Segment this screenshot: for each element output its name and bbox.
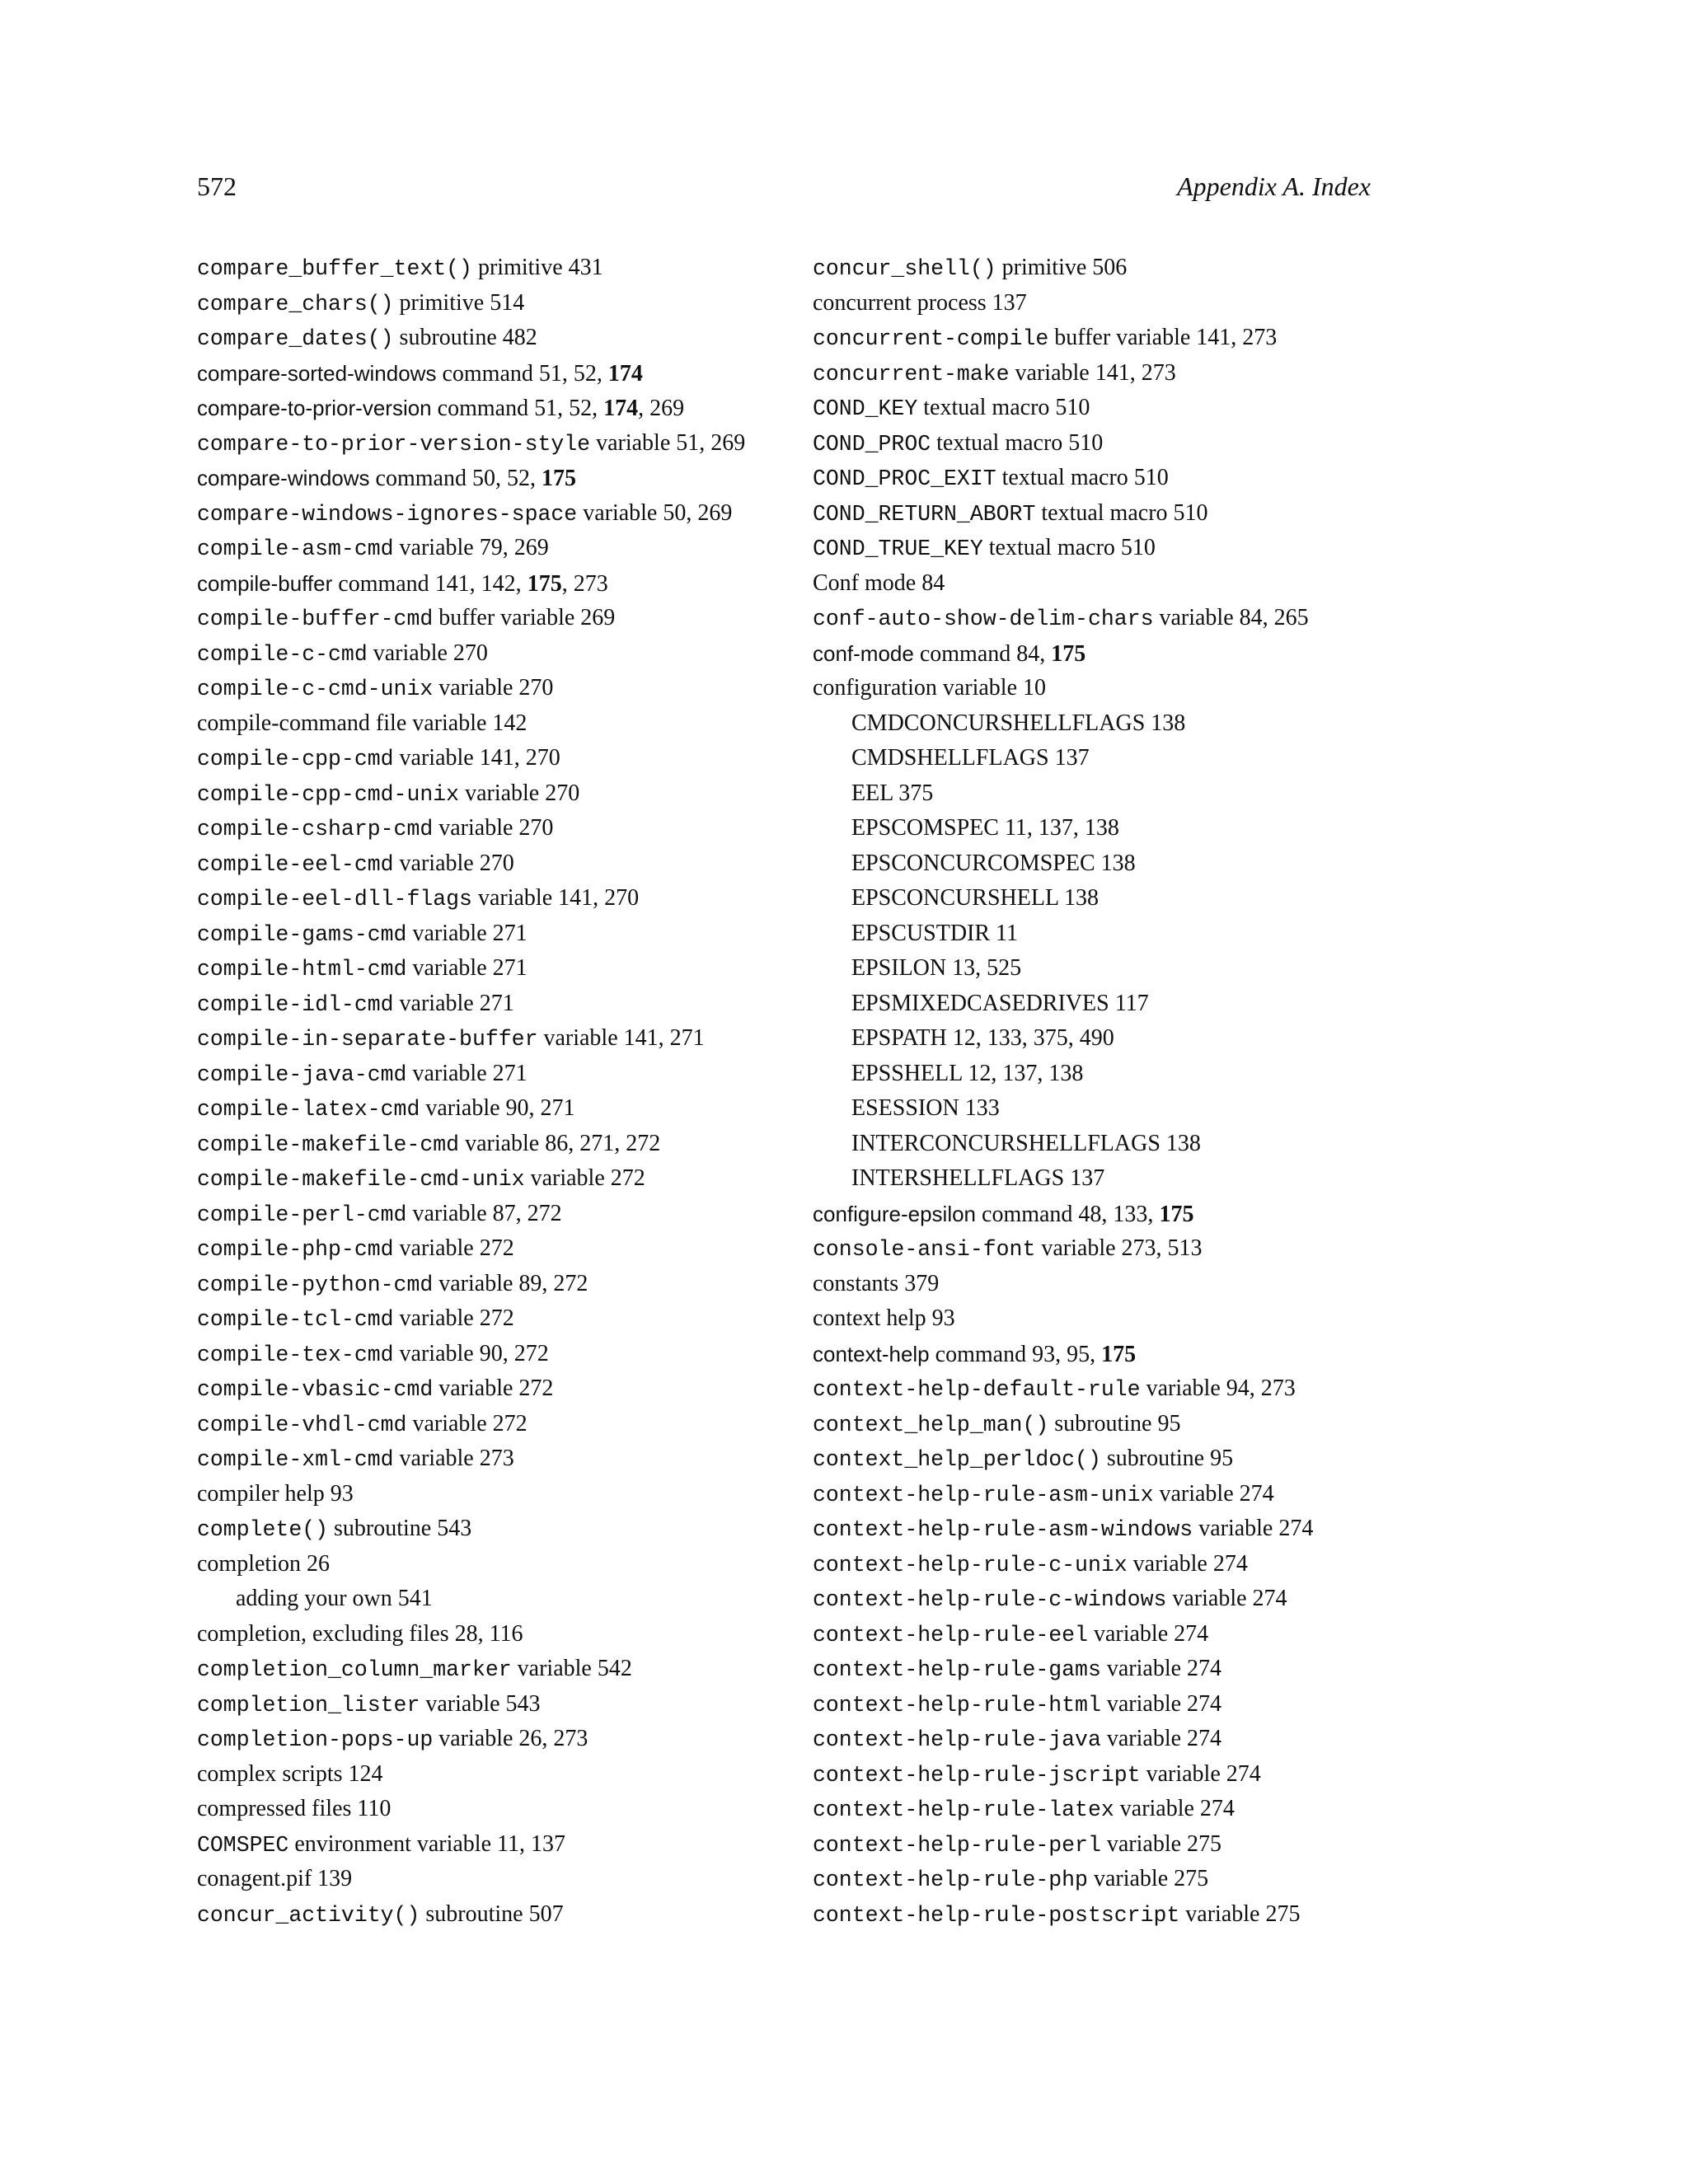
index-text: variable 542 — [511, 1656, 632, 1681]
index-term-code: context-help-rule-asm-windows — [813, 1517, 1193, 1542]
index-entry — [813, 671, 1489, 706]
index-entry — [813, 601, 1489, 636]
index-text: ESESSION 133 — [851, 1095, 1000, 1121]
index-term-code: context_help_perldoc() — [813, 1447, 1101, 1472]
index-entry — [197, 1827, 823, 1863]
index-entry — [197, 1722, 823, 1757]
index-entry — [197, 1231, 823, 1267]
index-term-code: compile-python-cmd — [197, 1272, 434, 1297]
index-term-code: compare_dates() — [197, 326, 394, 351]
index-term-code: conf-auto-show-delim-chars — [813, 607, 1154, 631]
index-text: variable 274 — [1166, 1586, 1287, 1611]
index-entry — [813, 566, 1489, 602]
index-page-ref-primary: 174 — [607, 360, 643, 387]
index-text: variable 271 — [406, 955, 528, 981]
index-term-code: context-help-rule-php — [813, 1868, 1088, 1892]
index-column-left — [197, 251, 823, 1932]
index-entry — [813, 1862, 1489, 1897]
index-term-code: compare_buffer_text() — [197, 256, 472, 281]
index-text: variable 272 — [393, 1235, 514, 1261]
index-page-ref-primary: 174 — [603, 396, 639, 421]
index-term-code: compile-xml-cmd — [197, 1447, 394, 1472]
index-subentry — [813, 846, 1489, 882]
index-term-code: compile-eel-dll-flags — [197, 887, 472, 912]
index-term-code: COND_PROC — [813, 431, 931, 457]
index-entry — [197, 356, 823, 391]
index-term-command: compare-sorted-windows — [197, 360, 437, 386]
index-text: variable 141, 270 — [471, 885, 640, 911]
index-text: variable 270 — [367, 640, 488, 666]
index-page-ref-primary: 175 — [1159, 1201, 1194, 1227]
index-entry — [813, 1407, 1489, 1442]
index-term-code: compile-latex-cmd — [197, 1097, 420, 1122]
index-text: primitive 514 — [393, 289, 525, 316]
index-term-code: concur_shell() — [813, 256, 996, 281]
index-entry — [813, 391, 1489, 426]
index-term-code: compile-vhdl-cmd — [197, 1412, 407, 1437]
index-entry — [813, 1301, 1489, 1337]
index-entry — [813, 636, 1489, 672]
index-text: textual macro 510 — [917, 395, 1090, 420]
index-entry — [197, 1337, 823, 1372]
index-text: primitive 431 — [471, 255, 603, 280]
index-text: CMDCONCURSHELLFLAGS 138 — [851, 710, 1186, 736]
index-page-ref-primary: 175 — [541, 466, 576, 491]
index-text: variable 271 — [406, 1060, 528, 1086]
index-term-code: compile-java-cmd — [197, 1062, 407, 1087]
index-entry — [197, 1757, 823, 1793]
index-text: variable 50, 269 — [577, 499, 733, 526]
index-entry — [813, 1757, 1489, 1793]
index-term-command: compare-windows — [197, 466, 370, 490]
index-text: Conf mode 84 — [813, 569, 945, 596]
index-text: variable 86, 271, 272 — [459, 1130, 661, 1156]
index-text: variable 274 — [1114, 1796, 1235, 1821]
index-term-code: context-help-rule-latex — [813, 1797, 1114, 1822]
index-term-code: context-help-rule-c-windows — [813, 1587, 1167, 1612]
index-text: concurrent process 137 — [813, 289, 1027, 316]
index-text: command 50, 52, — [369, 466, 542, 491]
index-text: variable 275 — [1100, 1830, 1222, 1857]
index-term-code: context-help-rule-jscript — [813, 1762, 1141, 1788]
index-subentry — [813, 881, 1489, 916]
index-text: CMDSHELLFLAGS 137 — [851, 745, 1090, 771]
index-text: subroutine 543 — [328, 1516, 472, 1541]
index-text: variable 274 — [1193, 1516, 1314, 1541]
index-entry — [197, 706, 823, 742]
index-entry — [197, 951, 823, 987]
index-subentry — [813, 951, 1489, 987]
index-entry — [197, 1897, 823, 1933]
index-subentry — [813, 741, 1489, 776]
index-entry — [197, 1057, 823, 1092]
index-text: EPSSHELL 12, 137, 138 — [851, 1060, 1084, 1086]
index-entry — [813, 356, 1489, 391]
index-text: variable 26, 273 — [433, 1726, 588, 1751]
index-term-code: compile-buffer-cmd — [197, 607, 434, 631]
index-text: variable 51, 269 — [590, 429, 746, 456]
index-text: completion, excluding files 28, 116 — [197, 1620, 523, 1647]
index-text: EPSCOMSPEC 11, 137, 138 — [851, 815, 1119, 841]
index-text: textual macro 510 — [931, 429, 1104, 456]
index-term-code: context-help-rule-c-unix — [813, 1552, 1128, 1577]
index-text: variable 271 — [406, 920, 528, 946]
index-text: variable 90, 271 — [420, 1095, 575, 1121]
index-entry — [813, 1197, 1489, 1232]
index-text: EPSCUSTDIR 11 — [851, 920, 1019, 946]
index-term-code: compile-vbasic-cmd — [197, 1377, 434, 1402]
index-entry — [197, 1197, 823, 1232]
index-text: command 93, 95, — [929, 1341, 1102, 1367]
index-term-code: context-help-rule-java — [813, 1727, 1101, 1752]
index-entry — [197, 1547, 823, 1582]
index-entry — [197, 916, 823, 952]
index-term-code: compare-to-prior-version-style — [197, 431, 591, 457]
index-text: variable 274 — [1140, 1760, 1261, 1787]
index-entry — [813, 1617, 1489, 1652]
index-entry — [813, 531, 1489, 566]
index-term-code: COND_TRUE_KEY — [813, 537, 983, 561]
index-entry — [197, 1652, 823, 1687]
index-entry — [197, 1127, 823, 1162]
index-text: textual macro 510 — [982, 535, 1156, 560]
index-term-code: context-help-rule-html — [813, 1692, 1101, 1718]
index-entry — [197, 1862, 823, 1897]
index-text: , 273 — [561, 570, 608, 597]
index-entry — [197, 531, 823, 566]
index-text: EPSPATH 12, 133, 375, 490 — [851, 1025, 1114, 1051]
index-entry — [197, 461, 823, 496]
index-text: EPSCONCURCOMSPEC 138 — [851, 850, 1136, 876]
index-text: variable 274 — [1100, 1690, 1222, 1717]
index-entry — [813, 496, 1489, 532]
index-text: variable 273 — [393, 1446, 514, 1471]
index-text: subroutine 95 — [1100, 1446, 1234, 1471]
index-term-command: context-help — [813, 1341, 930, 1366]
index-column-right — [813, 251, 1489, 1932]
index-text: variable 543 — [420, 1690, 541, 1717]
index-entry — [197, 1511, 823, 1547]
index-term-code: compile-php-cmd — [197, 1237, 394, 1262]
index-term-code: compile-c-cmd-unix — [197, 677, 434, 701]
index-text: command 48, 133, — [976, 1201, 1160, 1227]
index-subentry — [197, 1582, 823, 1617]
index-text: EEL 375 — [851, 780, 934, 806]
index-term-code: compile-c-cmd — [197, 641, 368, 667]
index-text: constants 379 — [813, 1270, 940, 1296]
index-text: variable 271 — [393, 990, 514, 1016]
index-entry — [813, 1687, 1489, 1722]
index-subentry — [813, 916, 1489, 952]
index-term-code: context-help-rule-eel — [813, 1622, 1088, 1647]
index-term-code: compare-windows-ignores-space — [197, 501, 578, 527]
index-text: variable 141, 273 — [1009, 359, 1176, 386]
index-text: completion 26 — [197, 1550, 330, 1577]
index-term-code: COND_RETURN_ABORT — [813, 501, 1036, 527]
index-term-code: compile-tcl-cmd — [197, 1307, 394, 1332]
index-entry — [197, 846, 823, 882]
index-term-command: compare-to-prior-version — [197, 396, 432, 420]
index-term-code: compile-html-cmd — [197, 957, 407, 982]
index-entry — [197, 566, 823, 602]
index-text: EPSCONCURSHELL 138 — [851, 885, 1100, 911]
index-term-code: context-help-rule-perl — [813, 1832, 1101, 1858]
index-text: EPSMIXEDCASEDRIVES 117 — [851, 990, 1149, 1016]
index-term-code: compare_chars() — [197, 291, 394, 316]
index-entry — [197, 321, 823, 356]
index-page-ref-primary: 175 — [527, 570, 562, 597]
index-text: , 269 — [638, 396, 685, 421]
index-text: variable 89, 272 — [433, 1270, 588, 1296]
index-text: context help 93 — [813, 1305, 955, 1331]
index-subentry — [813, 706, 1489, 742]
index-subentry — [813, 811, 1489, 846]
index-term-code: compile-perl-cmd — [197, 1202, 407, 1227]
index-entry — [813, 1827, 1489, 1863]
index-text: variable 274 — [1100, 1726, 1222, 1751]
index-text: variable 272 — [433, 1376, 554, 1401]
index-term-code: compile-cpp-cmd — [197, 747, 394, 771]
index-term-command: conf-mode — [813, 640, 914, 666]
index-entry — [813, 286, 1489, 321]
index-text: variable 274 — [1127, 1550, 1248, 1577]
index-term-command: configure-epsilon — [813, 1201, 977, 1226]
index-entry — [813, 1511, 1489, 1547]
index-text: variable 272 — [393, 1305, 514, 1331]
index-entry — [813, 1337, 1489, 1372]
index-entry — [813, 1652, 1489, 1687]
index-text: subroutine 95 — [1048, 1410, 1181, 1436]
index-text: EPSILON 13, 525 — [851, 955, 1022, 981]
index-text: variable 141, 271 — [537, 1025, 705, 1051]
index-text: variable 90, 272 — [393, 1340, 549, 1366]
index-entry — [813, 321, 1489, 356]
index-text: variable 275 — [1087, 1866, 1209, 1891]
index-text: command 51, 52, — [436, 360, 608, 387]
index-term-code: COMSPEC — [197, 1832, 289, 1858]
index-term-code: completion_column_marker — [197, 1657, 512, 1682]
index-text: primitive 506 — [996, 255, 1128, 280]
index-entry — [197, 636, 823, 672]
index-entry — [197, 286, 823, 321]
index-term-code: concurrent-make — [813, 361, 1010, 387]
index-term-code: context-help-default-rule — [813, 1377, 1141, 1402]
index-entry — [197, 391, 823, 426]
index-entry — [197, 881, 823, 916]
index-term-code: concur_activity() — [197, 1902, 420, 1928]
index-term-code: compile-makefile-cmd-unix — [197, 1167, 525, 1192]
index-text: variable 272 — [524, 1165, 645, 1191]
index-text: buffer variable 141, 273 — [1048, 325, 1278, 350]
index-entry — [197, 776, 823, 812]
index-term-command: compile-buffer — [197, 570, 333, 596]
index-entry — [197, 1407, 823, 1442]
index-term-code: concurrent-compile — [813, 326, 1049, 351]
index-term-code: completion_lister — [197, 1692, 420, 1718]
index-text: environment variable 11, 137 — [288, 1830, 565, 1857]
index-term-code: compile-tex-cmd — [197, 1342, 394, 1367]
index-entry — [197, 496, 823, 532]
index-term-code: compile-csharp-cmd — [197, 817, 434, 841]
index-entry — [813, 1547, 1489, 1582]
index-subentry — [813, 1091, 1489, 1127]
index-entry — [197, 1687, 823, 1722]
index-term-code: compile-eel-cmd — [197, 851, 394, 877]
index-text: variable 84, 265 — [1153, 605, 1309, 630]
index-entry — [197, 1161, 823, 1197]
index-entry — [197, 811, 823, 846]
index-page-ref-primary: 175 — [1051, 640, 1086, 667]
index-text: variable 270 — [459, 780, 580, 806]
index-text: variable 274 — [1087, 1620, 1209, 1647]
index-entry — [813, 1441, 1489, 1477]
index-entry — [197, 601, 823, 636]
index-entry — [197, 1477, 823, 1512]
index-entry — [197, 1617, 823, 1652]
index-text: variable 272 — [406, 1410, 528, 1436]
index-entry — [197, 1301, 823, 1337]
index-text: variable 270 — [433, 675, 554, 701]
index-subentry — [813, 1161, 1489, 1197]
index-term-code: context-help-rule-asm-unix — [813, 1482, 1154, 1507]
index-entry — [813, 1897, 1489, 1933]
index-text: textual macro 510 — [1035, 499, 1208, 526]
index-text: compile-command file variable 142 — [197, 710, 528, 736]
index-entry — [197, 1091, 823, 1127]
index-text: buffer variable 269 — [433, 605, 616, 630]
index-entry — [197, 1792, 823, 1827]
index-text: INTERSHELLFLAGS 137 — [851, 1165, 1105, 1191]
index-term-code: complete() — [197, 1517, 329, 1542]
index-entry — [813, 1722, 1489, 1757]
index-term-code: compile-makefile-cmd — [197, 1132, 460, 1157]
page-number: 572 — [197, 171, 237, 201]
index-text: variable 270 — [433, 815, 554, 841]
index-entry — [197, 671, 823, 706]
index-text: command 51, 52, — [431, 396, 604, 421]
index-text: variable 274 — [1100, 1656, 1222, 1681]
index-entry — [197, 426, 823, 462]
index-subentry — [813, 1057, 1489, 1092]
index-text: variable 141, 270 — [393, 745, 560, 771]
index-page-ref-primary: 175 — [1101, 1341, 1137, 1367]
index-text: command 84, — [913, 640, 1052, 667]
index-text: subroutine 507 — [420, 1900, 564, 1927]
index-entry — [197, 251, 823, 286]
index-entry — [197, 741, 823, 776]
index-text: conagent.pif 139 — [197, 1866, 353, 1891]
index-subentry — [813, 776, 1489, 812]
index-text: variable 275 — [1179, 1900, 1301, 1927]
index-subentry — [813, 1021, 1489, 1057]
index-term-code: COND_PROC_EXIT — [813, 466, 996, 491]
index-entry — [197, 1021, 823, 1057]
index-text: variable 274 — [1153, 1480, 1274, 1507]
index-text: adding your own 541 — [236, 1586, 433, 1611]
index-entry — [197, 987, 823, 1022]
index-term-code: compile-idl-cmd — [197, 991, 394, 1017]
index-text: variable 79, 269 — [393, 535, 549, 560]
index-text: variable 273, 513 — [1035, 1235, 1203, 1261]
index-text: variable 270 — [393, 850, 514, 876]
index-text: INTERCONCURSHELLFLAGS 138 — [851, 1130, 1201, 1156]
index-term-code: compile-asm-cmd — [197, 537, 394, 561]
index-text: variable 94, 273 — [1140, 1376, 1296, 1401]
index-text: compressed files 110 — [197, 1796, 392, 1821]
index-entry — [813, 1267, 1489, 1302]
index-text: subroutine 482 — [393, 325, 537, 350]
index-text: compiler help 93 — [197, 1480, 354, 1507]
index-entry — [813, 1792, 1489, 1827]
index-term-code: context-help-rule-gams — [813, 1657, 1101, 1682]
index-entry — [813, 426, 1489, 462]
index-entry — [197, 1371, 823, 1407]
index-entry — [813, 1231, 1489, 1267]
index-text: configuration variable 10 — [813, 675, 1047, 701]
index-term-code: console-ansi-font — [813, 1237, 1036, 1262]
index-term-code: context-help-rule-postscript — [813, 1902, 1180, 1928]
index-entry — [813, 1477, 1489, 1512]
index-term-code: compile-in-separate-buffer — [197, 1027, 538, 1052]
index-term-code: context_help_man() — [813, 1412, 1049, 1437]
index-entry — [813, 1371, 1489, 1407]
index-subentry — [813, 987, 1489, 1022]
index-entry — [813, 1582, 1489, 1617]
index-text: complex scripts 124 — [197, 1760, 383, 1787]
index-text: variable 87, 272 — [406, 1200, 562, 1226]
index-entry — [197, 1441, 823, 1477]
index-term-code: completion-pops-up — [197, 1727, 434, 1752]
index-subentry — [813, 1127, 1489, 1162]
index-entry — [197, 1267, 823, 1302]
index-text: command 141, 142, — [332, 570, 528, 597]
index-term-code: COND_KEY — [813, 396, 918, 421]
running-header-title: Appendix A. Index — [1177, 171, 1371, 201]
index-entry — [813, 251, 1489, 286]
index-entry — [813, 461, 1489, 496]
index-term-code: compile-cpp-cmd-unix — [197, 781, 460, 807]
index-text: textual macro 510 — [996, 465, 1169, 490]
index-term-code: compile-gams-cmd — [197, 921, 407, 947]
